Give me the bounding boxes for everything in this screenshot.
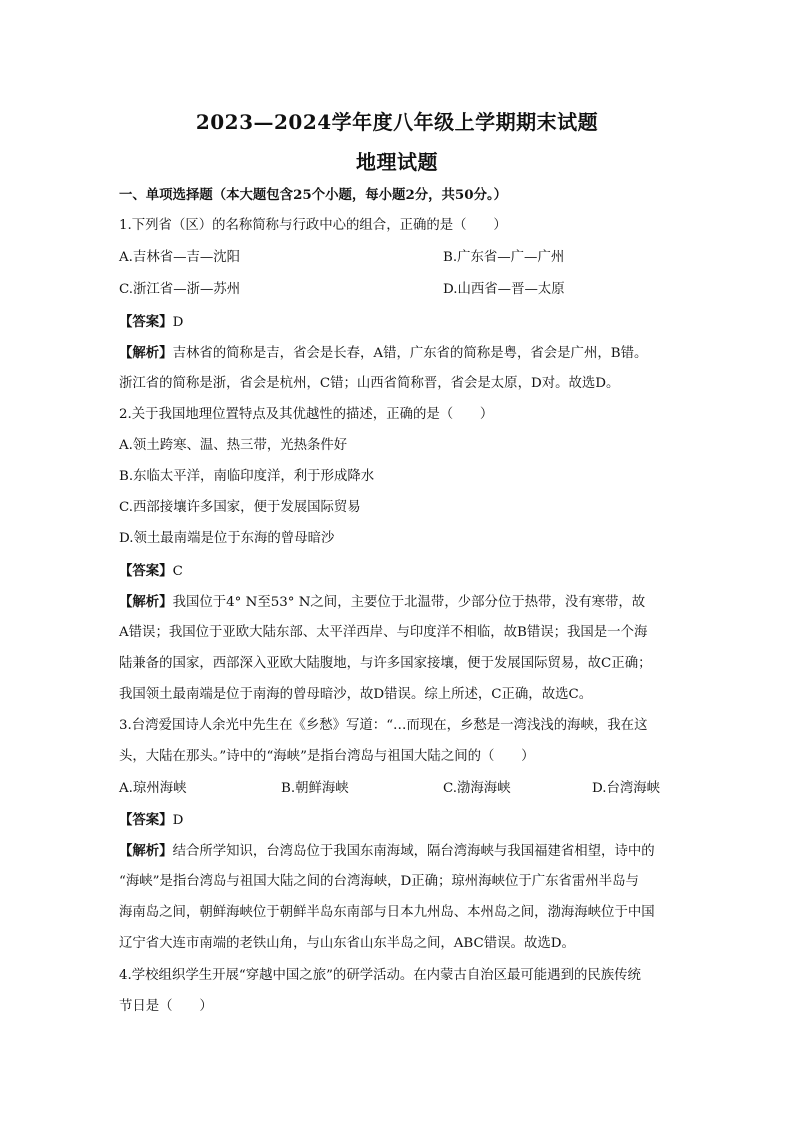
q1-option-b: B.广东省—广—广州 xyxy=(443,250,565,265)
exam-title: 2023—2024学年度八年级上学期期末试题 xyxy=(195,110,599,134)
answer-tag: 【答案】 xyxy=(119,812,173,828)
q2-option-a: A.领土跨寒、温、热三带，光热条件好 xyxy=(119,438,348,453)
q2-answer xyxy=(119,562,679,581)
q3-analysis-text-2: “海峡”是指台湾岛与祖国大陆之间的台湾海峡，D正确；琼州海峡位于广东省雷州半岛与 xyxy=(119,874,639,889)
q1-option-c: C.浙江省—浙—苏州 xyxy=(119,282,241,297)
q2-analysis-text-2: A错误；我国位于亚欧大陆东部、太平洋西岸、与印度洋不相临，故B错误；我国是一个海 xyxy=(119,625,648,640)
q2-stem: 2.关于我国地理位置特点及其优越性的描述，正确的是（ ） xyxy=(119,407,494,422)
q4-stem-2: 节日是（ ） xyxy=(119,999,213,1014)
q2-option-b: B.东临太平洋，南临印度洋，利于形成降水 xyxy=(119,469,375,484)
q2-analysis-text: 我国位于4° N至53° N之间，主要位于北温带，少部分位于热带，没有寒带，故 xyxy=(172,595,646,610)
q2-analysis-text-4: 我国领土最南端是位于南海的曾母暗沙，故D错误。综上所述，C正确，故选C。 xyxy=(119,687,593,702)
q3-analysis-line xyxy=(119,842,679,861)
analysis-tag: 【解析】 xyxy=(119,594,173,610)
q2-analysis-text-3: 陆兼备的国家，西部深入亚欧大陆腹地，与许多国家接壤，便于发展国际贸易，故C正确； xyxy=(119,656,652,671)
q3-stem-2: 头，大陆在那头。”诗中的“海峡”是指台湾岛与祖国大陆之间的（ ） xyxy=(119,749,535,764)
q1-answer-value: D xyxy=(172,315,184,330)
analysis-tag: 【解析】 xyxy=(119,345,173,361)
q3-option-d: D.台湾海峡 xyxy=(592,781,661,796)
q2-analysis-line xyxy=(119,593,679,612)
q3-answer-value: D xyxy=(172,813,184,828)
q3-option-b: B.朝鲜海峡 xyxy=(281,781,349,796)
q1-analysis-text: 吉林省的简称是吉，省会是长春，A错，广东省的简称是粤，省会是广州，B错。 xyxy=(172,346,648,361)
q3-analysis-text-3: 海南岛之间，朝鲜海峡位于朝鲜半岛东南部与日本九州岛、本州岛之间，渤海海峡位于中国 xyxy=(119,905,655,920)
exam-subtitle: 地理试题 xyxy=(356,150,438,174)
q3-option-a: A.琼州海峡 xyxy=(119,781,187,796)
q3-option-c: C.渤海海峡 xyxy=(443,781,511,796)
q2-answer-value: C xyxy=(172,564,183,579)
q3-answer xyxy=(119,811,679,830)
q1-option-a: A.吉林省—吉—沈阳 xyxy=(119,250,241,265)
q1-answer xyxy=(119,313,679,332)
q1-option-d: D.山西省—晋—太原 xyxy=(443,282,565,297)
q1-analysis-text-2: 浙江省的简称是浙，省会是杭州，C错；山西省简称晋，省会是太原，D对。故选D。 xyxy=(119,376,620,391)
q3-stem: 3.台湾爱国诗人余光中先生在《乡愁》写道：“…而现在，乡愁是一湾浅浅的海峡，我在这 xyxy=(119,718,648,733)
q1-analysis-line xyxy=(119,344,679,363)
q1-stem: 1.下列省（区）的名称简称与行政中心的组合，正确的是（ ） xyxy=(119,218,507,233)
q2-option-c: C.西部接壤许多国家，便于发展国际贸易 xyxy=(119,500,361,515)
answer-tag: 【答案】 xyxy=(119,563,173,579)
q4-stem: 4.学校组织学生开展“穿越中国之旅”的研学活动。在内蒙古自治区最可能遇到的民族传统 xyxy=(119,968,641,983)
analysis-tag: 【解析】 xyxy=(119,843,173,859)
answer-tag: 【答案】 xyxy=(119,314,173,330)
q3-analysis-text-4: 辽宁省大连市南端的老铁山角，与山东省山东半岛之间，ABC错误。故选D。 xyxy=(119,936,575,951)
section-heading: 一、单项选择题（本大题包含25个小题，每小题2分，共50分。） xyxy=(119,187,508,203)
q2-option-d: D.领土最南端是位于东海的曾母暗沙 xyxy=(119,531,335,546)
q3-analysis-text: 结合所学知识，台湾岛位于我国东南海域，隔台湾海峡与我国福建省相望，诗中的 xyxy=(172,844,655,859)
